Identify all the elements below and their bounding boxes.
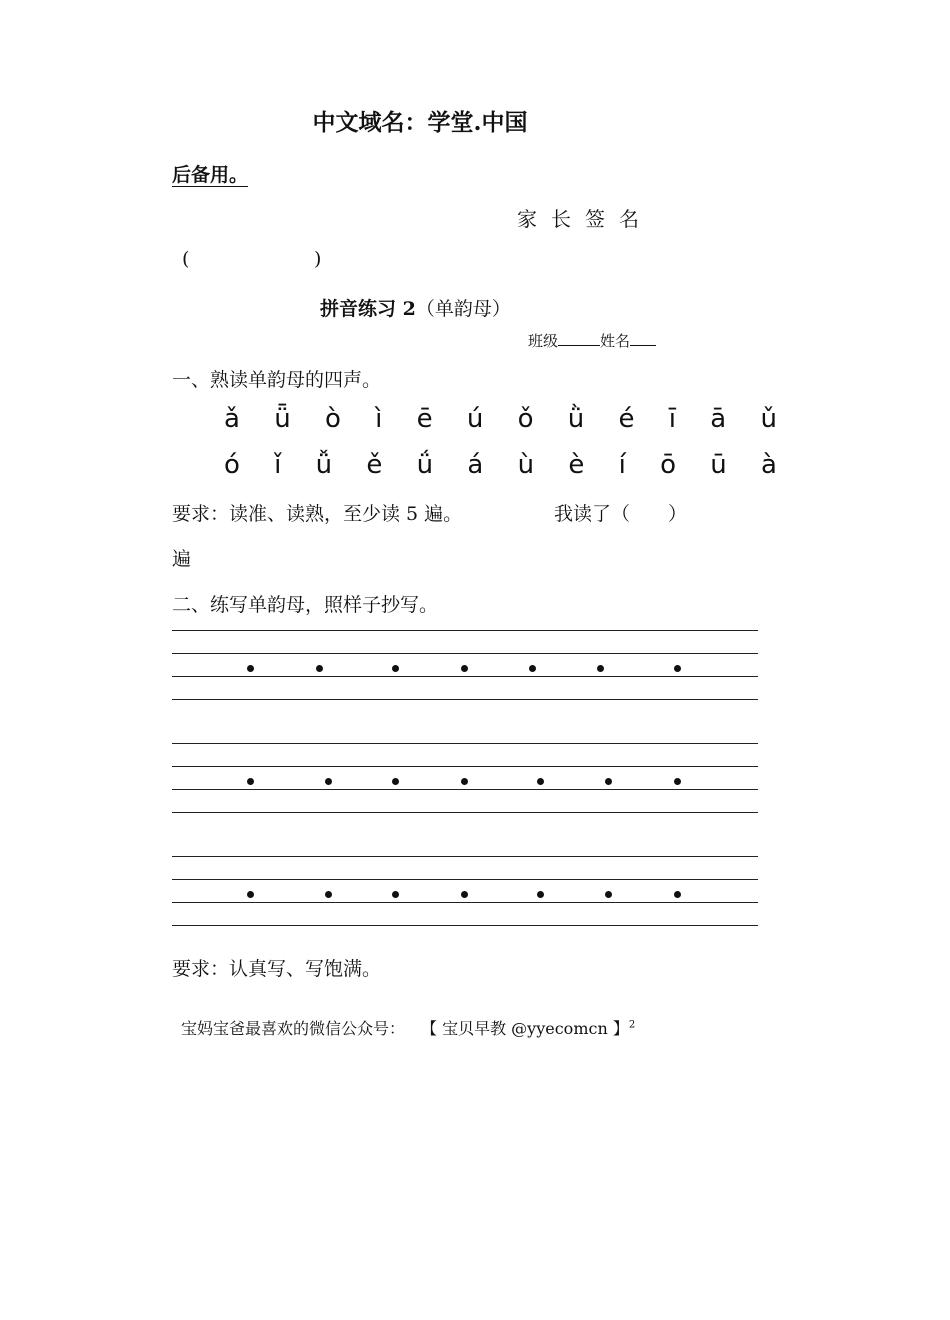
parent-signature-label: 家长签名 xyxy=(517,207,653,231)
example-dot xyxy=(537,891,544,898)
grid-line xyxy=(172,856,758,857)
example-dot xyxy=(461,665,468,672)
footer-text xyxy=(181,1016,635,1039)
example-dot xyxy=(392,778,399,785)
grid-line xyxy=(172,743,758,744)
example-dot xyxy=(605,891,612,898)
grid-line xyxy=(172,879,758,880)
name-label: 姓名 xyxy=(600,332,631,350)
example-dot xyxy=(392,665,399,672)
example-dot xyxy=(674,778,681,785)
example-dot xyxy=(247,891,254,898)
class-blank[interactable] xyxy=(558,331,600,346)
example-dot xyxy=(247,778,254,785)
example-dot xyxy=(461,891,468,898)
signature-paren-left: ( xyxy=(182,248,190,270)
example-dot xyxy=(392,891,399,898)
grid-line xyxy=(172,630,758,631)
example-dot xyxy=(537,778,544,785)
section2-heading: 二、练写单韵母，照样子抄写。 xyxy=(172,594,439,616)
example-dot xyxy=(529,665,536,672)
note-text: 后备用。 xyxy=(172,164,249,186)
grid-line xyxy=(172,676,758,677)
section1-heading: 一、熟读单韵母的四声。 xyxy=(172,369,382,391)
writing-requirement: 要求：认真写、写饱满。 xyxy=(172,958,382,980)
grid-line xyxy=(172,789,758,790)
footer-wechat-account: 宝妈宝爸最喜欢的微信公众号： 【 宝贝早教 @yyecomcn 】 xyxy=(181,1019,629,1038)
example-dot xyxy=(325,891,332,898)
example-dot xyxy=(605,778,612,785)
class-label: 班级 xyxy=(528,332,559,350)
example-dot xyxy=(674,665,681,672)
times-unit: 遍 xyxy=(172,548,192,570)
example-dot xyxy=(316,665,323,672)
worksheet-title-sub: （单韵母） xyxy=(415,298,511,320)
grid-line xyxy=(172,925,758,926)
grid-line xyxy=(172,766,758,767)
grid-line xyxy=(172,812,758,813)
grid-line xyxy=(172,902,758,903)
page-number: 2 xyxy=(628,1019,636,1031)
class-name-line xyxy=(528,330,656,351)
worksheet-title xyxy=(320,294,511,321)
grid-line xyxy=(172,653,758,654)
signature-paren-right: ) xyxy=(314,248,322,270)
example-dot xyxy=(325,778,332,785)
example-dot xyxy=(674,891,681,898)
pinyin-row-1: ǎ ǖ ò ì ē ú ǒ ǜ é ī ā ǔ xyxy=(224,404,790,434)
example-dot xyxy=(597,665,604,672)
document-title: 中文域名：学堂.中国 xyxy=(312,109,528,136)
example-dot xyxy=(247,665,254,672)
worksheet-title-main: 拼音练习 2 xyxy=(320,298,416,320)
reading-requirement: 要求：读准、读熟，至少读 5 遍。 xyxy=(172,503,463,525)
name-blank[interactable] xyxy=(630,331,656,346)
example-dot xyxy=(461,778,468,785)
read-count-label: 我读了（ ） xyxy=(554,503,688,525)
pinyin-row-2: ó ǐ ǚ ě ǘ á ù è í ō ū à xyxy=(224,450,790,480)
grid-line xyxy=(172,699,758,700)
